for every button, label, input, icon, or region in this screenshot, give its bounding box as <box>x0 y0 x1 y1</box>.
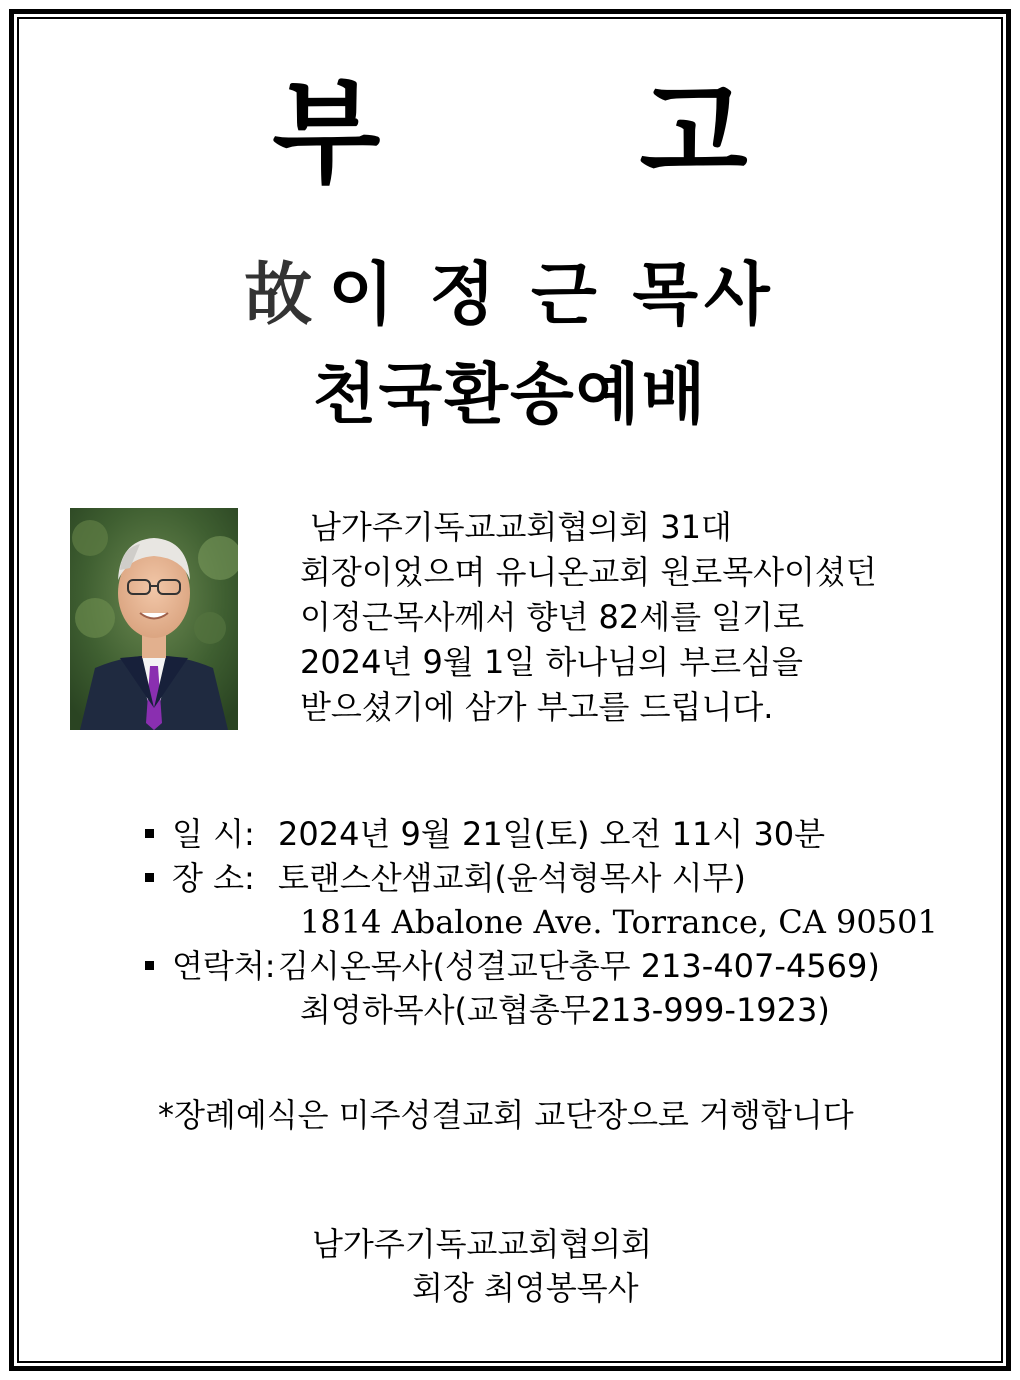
intro-line: 이정근목사께서 향년 82세를 일기로 <box>300 598 805 636</box>
obituary-title: 부 고 <box>272 69 858 199</box>
contact-row <box>145 944 1005 988</box>
bullet-icon <box>145 873 154 882</box>
datetime-value: 2024년 9월 21일(토) 오전 11시 30분 <box>278 815 826 853</box>
service-details <box>145 812 1005 1032</box>
deceased-hanja-mark: 故 <box>244 256 319 335</box>
deceased-portrait <box>70 508 238 730</box>
datetime-label: 일 시: <box>172 815 255 853</box>
place-value: 토랜스산샘교회(윤석형목사 시무) <box>278 859 746 897</box>
contact-row-2 <box>145 988 1005 1032</box>
intro-line: 회장이었으며 유니온교회 원로목사이셨던 <box>300 553 877 591</box>
place-label: 장 소: <box>172 859 255 897</box>
place-address: 1814 Abalone Ave. Torrance, CA 90501 <box>300 903 938 941</box>
deceased-name-line <box>0 256 1020 335</box>
intro-paragraph <box>300 505 990 730</box>
bullet-icon <box>145 961 154 970</box>
place-address-row <box>145 900 1005 944</box>
bullet-icon <box>145 829 154 838</box>
funeral-note: *장례예식은 미주성결교회 교단장으로 거행합니다 <box>158 1096 854 1134</box>
deceased-name: 이 정 근 목사 <box>328 256 776 335</box>
contact-label: 연락처: <box>172 947 276 985</box>
contact-value-2: 최영하목사(교협총무213-999-1923) <box>300 991 830 1029</box>
service-name: 천국환송예배 <box>312 356 708 433</box>
intro-line: 받으셨기에 삼가 부고를 드립니다. <box>300 688 774 726</box>
intro-line: 2024년 9월 1일 하나님의 부르심을 <box>300 643 803 681</box>
contact-value-1: 김시온목사(성결교단총무 213-407-4569) <box>278 947 880 985</box>
intro-line: 남가주기독교교회협의회 31대 <box>310 508 732 546</box>
datetime-row <box>145 812 1005 856</box>
place-row <box>145 856 1005 900</box>
signature-organization: 남가주기독교교회협의회 <box>312 1225 653 1263</box>
signature-president: 회장 최영봉목사 <box>412 1269 639 1307</box>
